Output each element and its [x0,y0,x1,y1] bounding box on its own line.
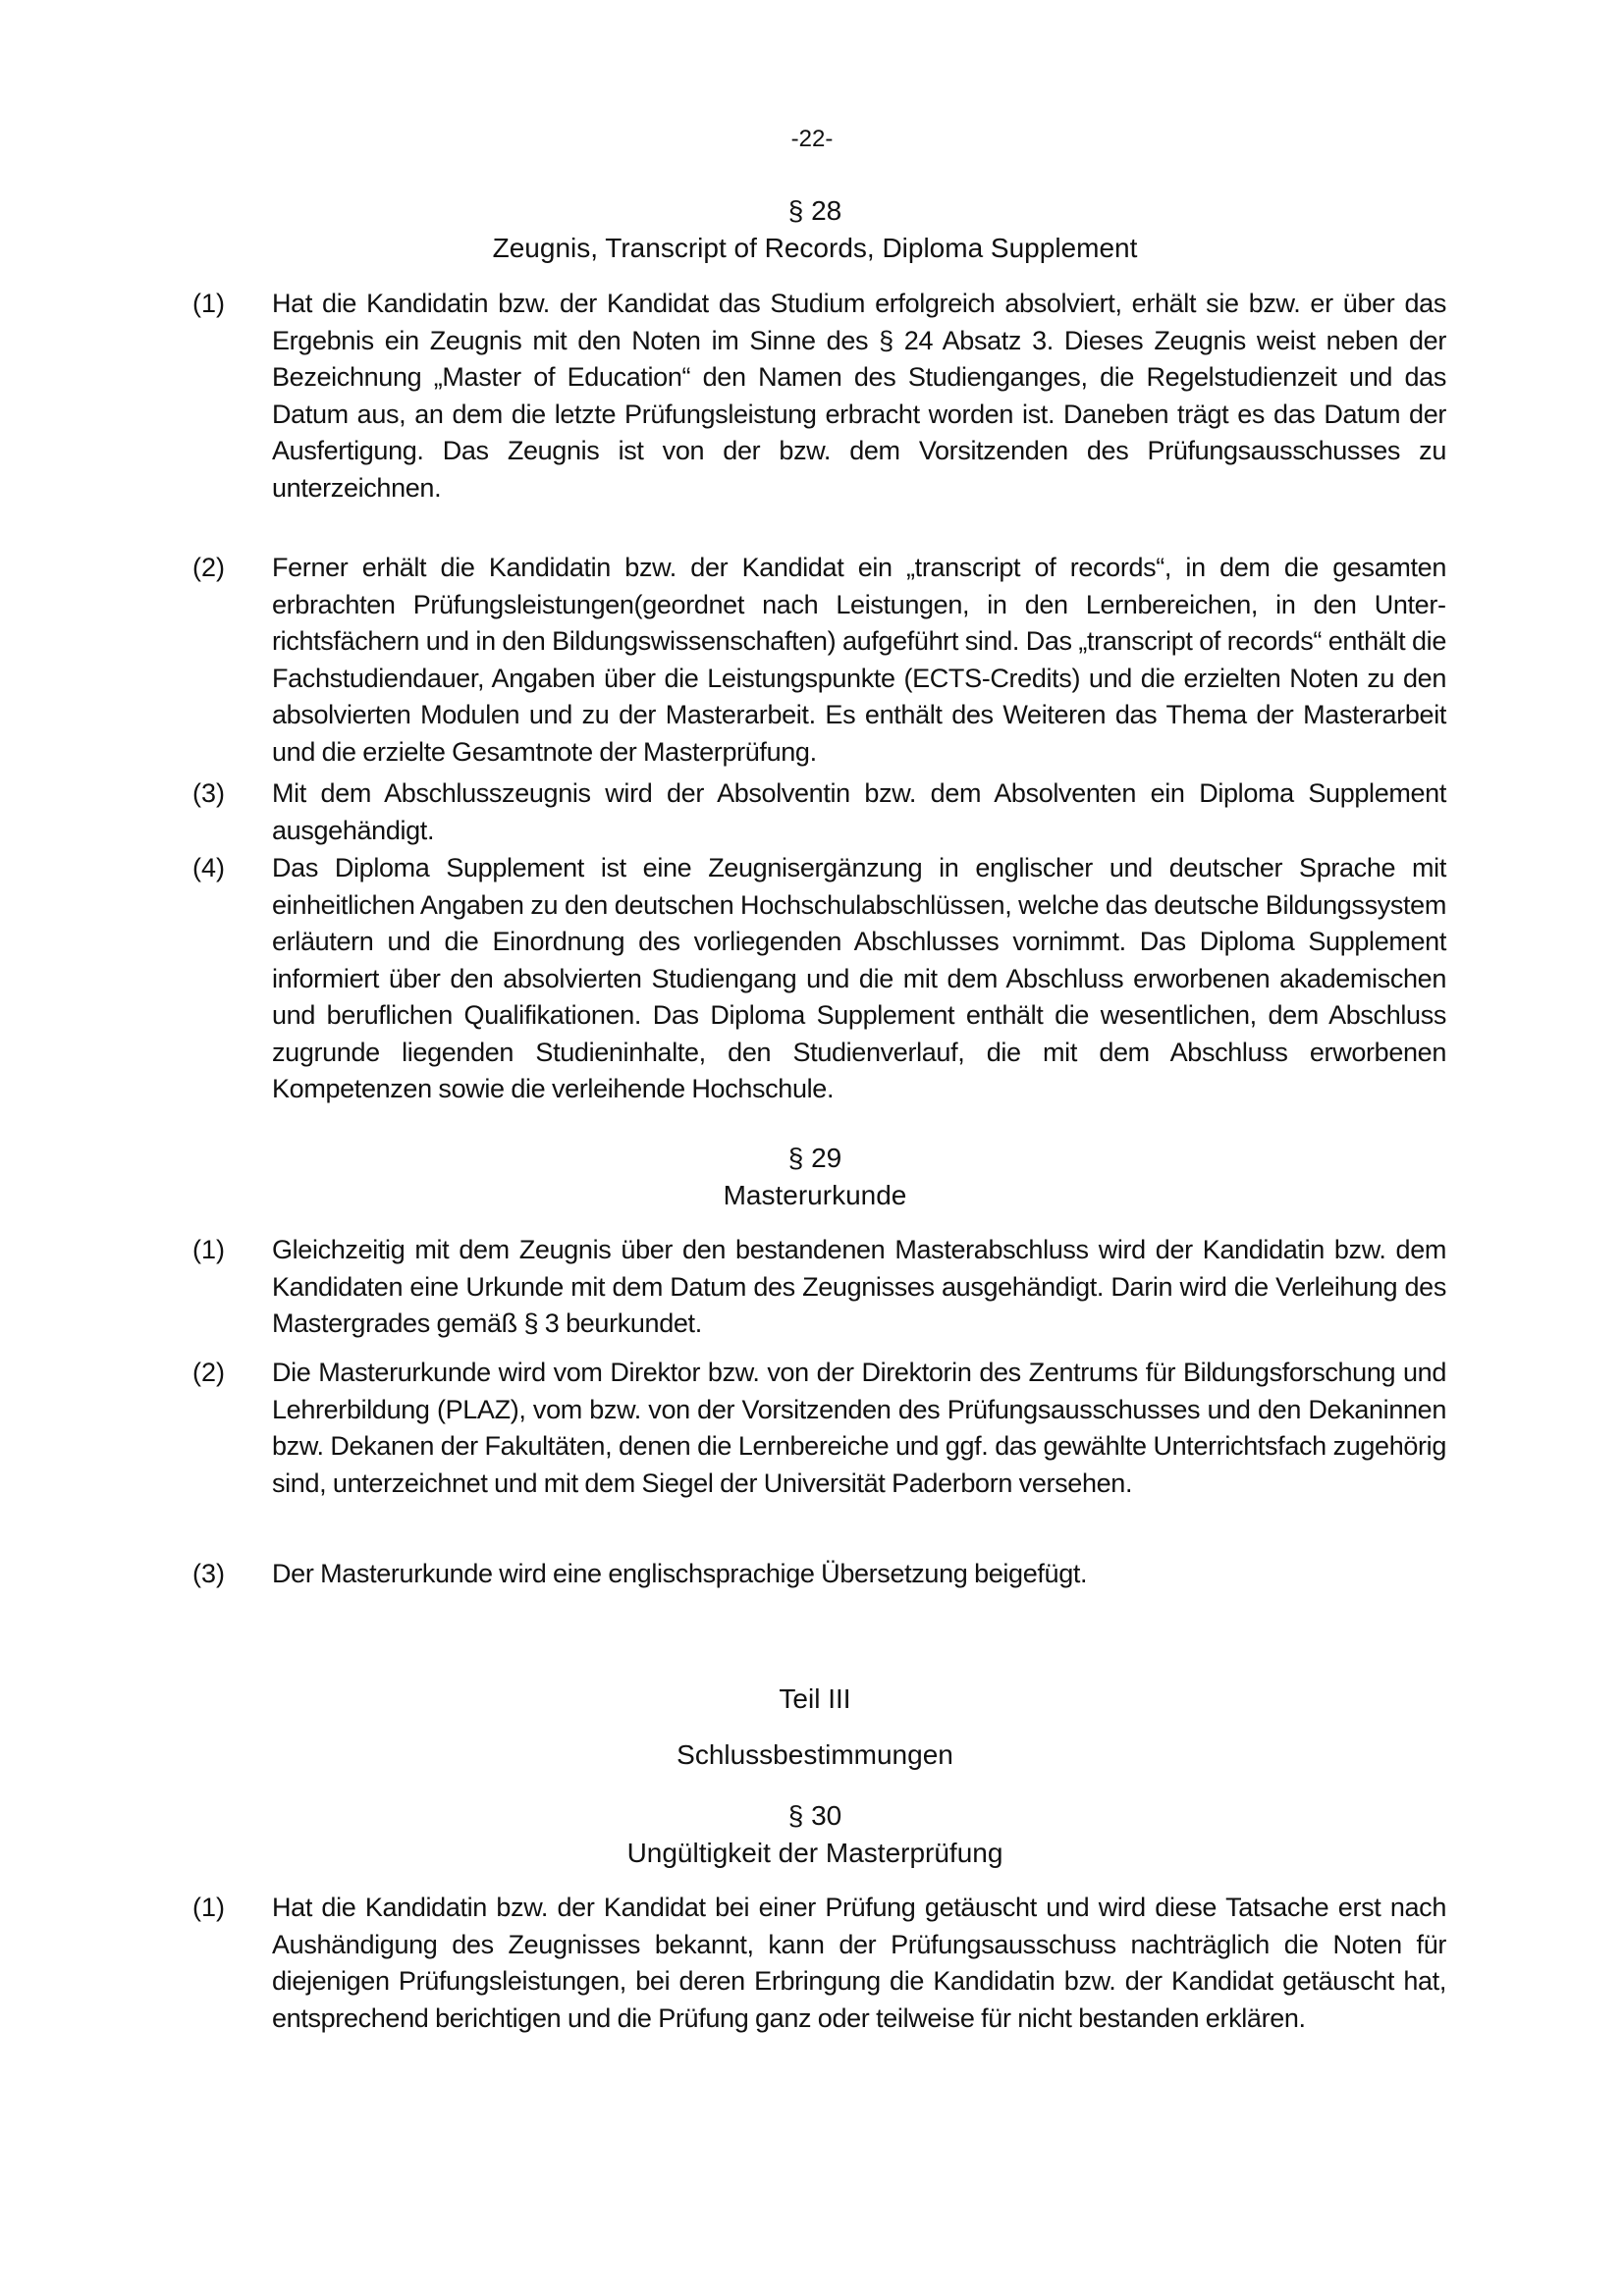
paragraph-text: Der Masterurkunde wird eine englischsprachige Übersetzung beigefügt. [272,1559,1088,1588]
paragraph-number: (2) [192,1358,225,1387]
paragraph-number: (1) [192,289,225,318]
paragraph-number: (3) [192,778,225,808]
section-29-number: § 29 [787,1143,842,1173]
section-28-title: Zeugnis, Transcript of Records, Diploma Supplement [492,233,1138,263]
paragraph-text: Mit dem Abschlusszeugnis wird der Absolventin bzw. dem Absolventen ein Diploma Supplement ausgehändigt. [272,778,1446,845]
paragraph-text: Ferner erhält die Kandidatin bzw. der Kandidat ein „transcript of records“, in dem die gesamten erbrachten Prüfungsleistungen(geordnet nach Leistungen, in den Lernbereichen, in den Unterrichtsfächern und in den Bildungswissenschaften) aufgeführt sind. Das „transcript of records“ enthält die Fachstudiendauer, Angaben über die Leistungspunkte (ECTS-Credits) und die erzielten Noten zu den absolvierten Modulen und zu der Masterarbeit. Es enthält des Weiteren das Thema der Masterarbeit und die erzielte Gesamtnote der Masterprüfung. [272,553,1446,767]
paragraph-number: (2) [192,553,225,582]
paragraph-text: Hat die Kandidatin bzw. der Kandidat das Studium erfolgreich absolviert, erhält sie bzw. er über das Ergebnis ein Zeugnis mit den Noten im Sinne des § 24 Absatz 3. Dieses Zeugnis weist neben der Bezeichnung „Master of Education“ den Namen des Studienganges, die Regelstudienzeit und das Datum aus, an dem die letzte Prüfungsleistung erbracht worden ist. Daneben trägt es das Datum der Ausfertigung. Das Zeugnis ist von der bzw. dem Vorsitzenden des Prüfungsausschusses zu unterzeichnen. [272,289,1446,503]
part-title: Teil III [779,1683,851,1714]
paragraph-text: Die Masterurkunde wird vom Direktor bzw. von der Direktorin des Zentrums für Bildungsforschung und Lehrerbildung (PLAZ), vom bzw. von der Vorsitzenden des Prüfungsausschusses und den Dekaninnen bzw. Dekanen der Fakultäten, denen die Lernbereiche und ggf. das gewählte Unterrichtsfach zugehörig sind, unterzeichnet und mit dem Siegel der Universität Paderborn versehen. [272,1358,1446,1498]
paragraph-number: (4) [192,853,225,882]
page-number: -22- [790,126,834,152]
paragraph-text: Hat die Kandidatin bzw. der Kandidat bei einer Prüfung getäuscht und wird diese Tatsache erst nach Aushändigung des Zeugnisses bekannt, kann der Prüfungsausschuss nachträglich die Noten für diejenigen Prüfungsleistungen, bei deren Erbringung die Kandidatin bzw. der Kandidat getäuscht hat, entsprechend berichtigen und die Prüfung ganz oder teilweise für nicht bestanden erklären. [272,1893,1446,2033]
section-30-number: § 30 [787,1800,842,1831]
paragraph-text: Das Diploma Supplement ist eine Zeugnisergänzung in englischer und deutscher Sprache mit einheitlichen Angaben zu den deutschen Hochschulabschlüssen, welche das deutsche Bildungssystem erläutern und die Einordnung des vorliegenden Abschlusses vornimmt. Das Diploma Supplement informiert über den absolvierten Studiengang und die mit dem Abschluss erworbenen akademischen und beruflichen Qualifikationen. Das Diploma Supplement enthält die wesentlichen, dem Abschluss zugrunde liegenden Studieninhalte, den Studienverlauf, die mit dem Abschluss erworbenen Kompetenzen sowie die verleihende Hochschule. [272,853,1446,1103]
section-28-number: § 28 [787,195,842,226]
paragraph-number: (1) [192,1235,225,1264]
section-29-title: Masterurkunde [723,1180,907,1210]
paragraph-number: (3) [192,1559,225,1588]
paragraph-number: (1) [192,1893,225,1922]
part-subtitle: Schlussbestimmungen [677,1739,953,1770]
paragraph-text: Gleichzeitig mit dem Zeugnis über den bestandenen Masterabschluss wird der Kandidatin bzw. dem Kandidaten eine Urkunde mit dem Datum des Zeugnisses ausgehändigt. Darin wird die Verleihung des Mastergrades gemäß § 3 beurkundet. [272,1235,1446,1338]
section-30-title: Ungültigkeit der Masterprüfung [626,1838,1003,1868]
